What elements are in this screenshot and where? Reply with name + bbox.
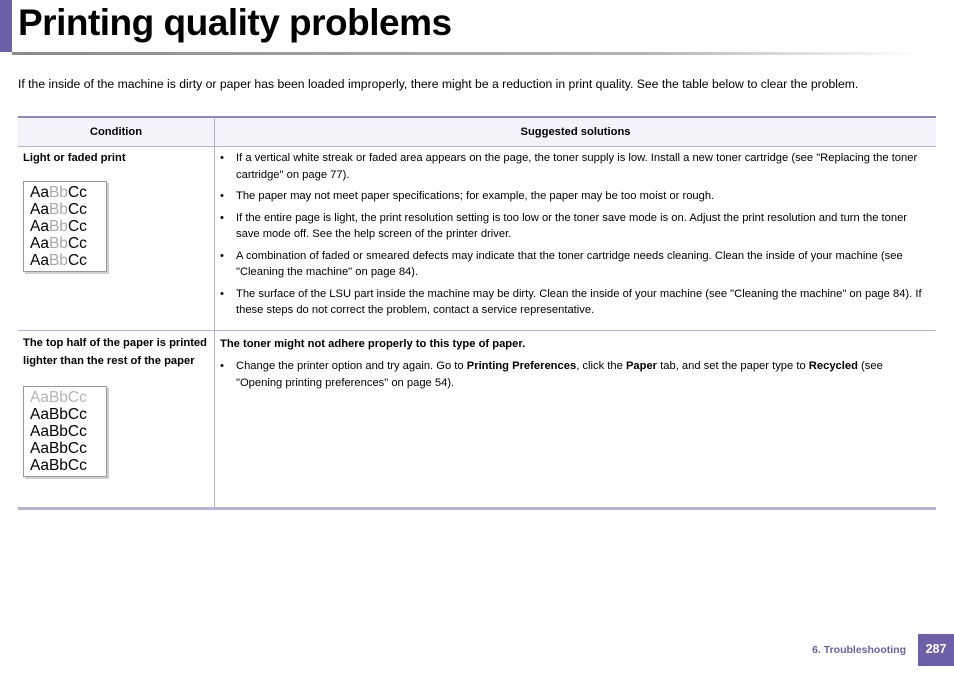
printing-preferences-term: Printing Preferences (466, 360, 577, 372)
solutions-cell (215, 147, 937, 331)
list-item: • If the entire page is light, the print resolution setting is too low or the toner save mode is on. Adjust the print resolution and turn the toner save mode off. See the help screen of the printer driver. (220, 210, 931, 243)
list-item: • If a vertical white streak or faded area appears on the page, the toner supply is low. Install a new toner cartridge (see "Replacing the toner cartridge" on page 77). (220, 150, 931, 183)
recycled-term: Recycled (808, 360, 858, 372)
faded-print-sample-image: AaBbCc AaBbCc AaBbCc AaBbCc AaBbCc (23, 181, 107, 272)
header-suggested-solutions: Suggested solutions (215, 117, 937, 147)
paper-tab-term: Paper (625, 360, 658, 372)
footer-section-title: 6. Troubleshooting (812, 644, 906, 656)
table-row (18, 330, 936, 508)
solutions-cell (215, 330, 937, 508)
list-item: • Change the printer option and try again. Go to Printing Preferences, click the Paper tab, and set the paper type to Recycled (see "Opening printing preferences" on page 54). (220, 358, 931, 391)
condition-label: Light or faded print (23, 152, 126, 164)
table-header-row (18, 117, 936, 147)
solutions-list (220, 358, 931, 391)
top-half-light-sample-image: AaBbCc AaBbCc AaBbCc AaBbCc AaBbCc (23, 386, 107, 477)
list-item: • The surface of the LSU part inside the machine may be dirty. Clean the inside of your machine (see "Cleaning the machine" on page 84). If these steps do not correct the problem, contact a service representative. (220, 286, 931, 319)
page-title: Printing quality problems (18, 2, 452, 43)
title-underline (12, 52, 922, 55)
intro-paragraph: If the inside of the machine is dirty or paper has been loaded improperly, there might be a reduction in print quality. See the table below to clear the problem. (18, 77, 859, 91)
quality-problems-table (18, 116, 936, 510)
title-accent-bar (0, 0, 12, 52)
header-condition: Condition (18, 117, 215, 147)
condition-cell (18, 330, 215, 508)
solution-lead: The toner might not adhere properly to this type of paper. (220, 337, 526, 350)
table-row (18, 147, 936, 331)
condition-cell (18, 147, 215, 331)
list-item: • A combination of faded or smeared defects may indicate that the toner cartridge needs cleaning. Clean the inside of your machine (see "Cleaning the machine" on page 84). (220, 248, 931, 281)
solutions-list (220, 150, 931, 319)
page-number-badge: 287 (918, 634, 954, 666)
condition-label: The top half of the paper is printed lighter than the rest of the paper (23, 336, 207, 367)
list-item: • The paper may not meet paper specifications; for example, the paper may be too moist or rough. (220, 188, 931, 205)
